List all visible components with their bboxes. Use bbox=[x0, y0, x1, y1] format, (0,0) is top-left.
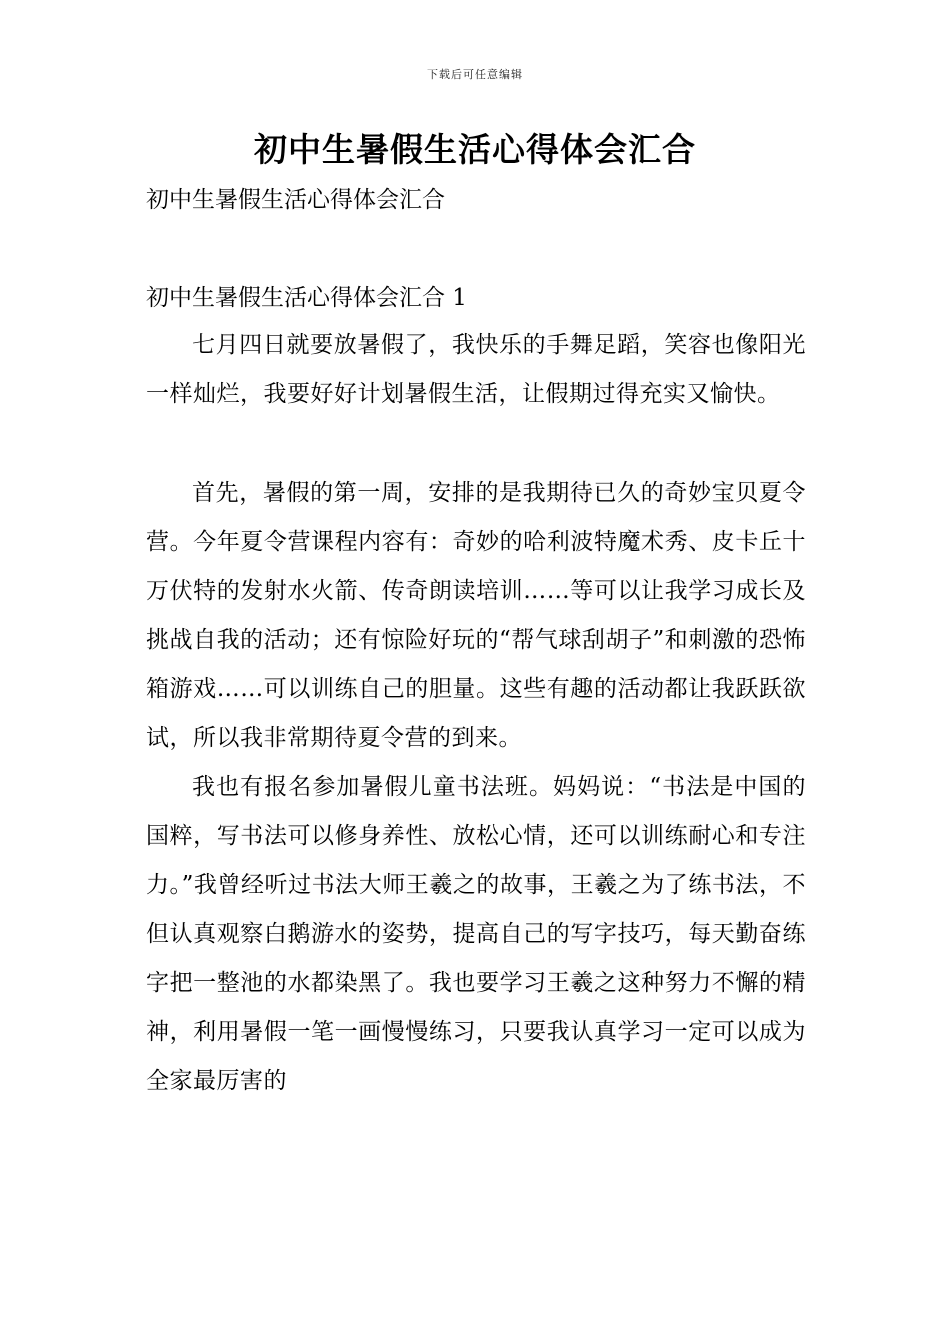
paragraph: 首先，暑假的第一周，安排的是我期待已久的奇妙宝贝夏令营。今年夏令营课程内容有：奇妙的哈利波特魔术秀、皮卡丘十万伏特的发射水火箭、传奇朗读培训……等可以让我学习成长及挑战自我的活动；还有惊险好玩的“帮气球刮胡子”和刺激的恐怖箱游戏……可以训练自己的胆量。这些有趣的活动都让我跃跃欲试，所以我非常期待夏令营的到来。 bbox=[146, 480, 806, 751]
document-title: 初中生暑假生活心得体会汇合 bbox=[254, 130, 696, 169]
document-subtitle: 初中生暑假生活心得体会汇合 bbox=[146, 187, 445, 213]
paragraph: 我也有报名参加暑假儿童书法班。妈妈说：“书法是中国的国粹，写书法可以修身养性、放松心情，还可以训练耐心和专注力。”我曾经听过书法大师王羲之的故事，王羲之为了练书法，不但认真观察白鹅游水的姿势，提高自己的写字技巧，每天勤奋练字把一整池的水都染黑了。我也要学习王羲之这种努力不懈的精神，利用暑假一笔一画慢慢练习，只要我认真学习一定可以成为全家最厉害的 bbox=[146, 774, 806, 1094]
section-heading: 初中生暑假生活心得体会汇合 1 bbox=[146, 285, 467, 311]
document-body bbox=[146, 180, 806, 1106]
header-note: 下载后可任意编辑 bbox=[427, 68, 523, 81]
paragraph: 七月四日就要放暑假了，我快乐的手舞足蹈，笑容也像阳光一样灿烂，我要好好计划暑假生活，让假期过得充实又愉快。 bbox=[146, 332, 806, 407]
